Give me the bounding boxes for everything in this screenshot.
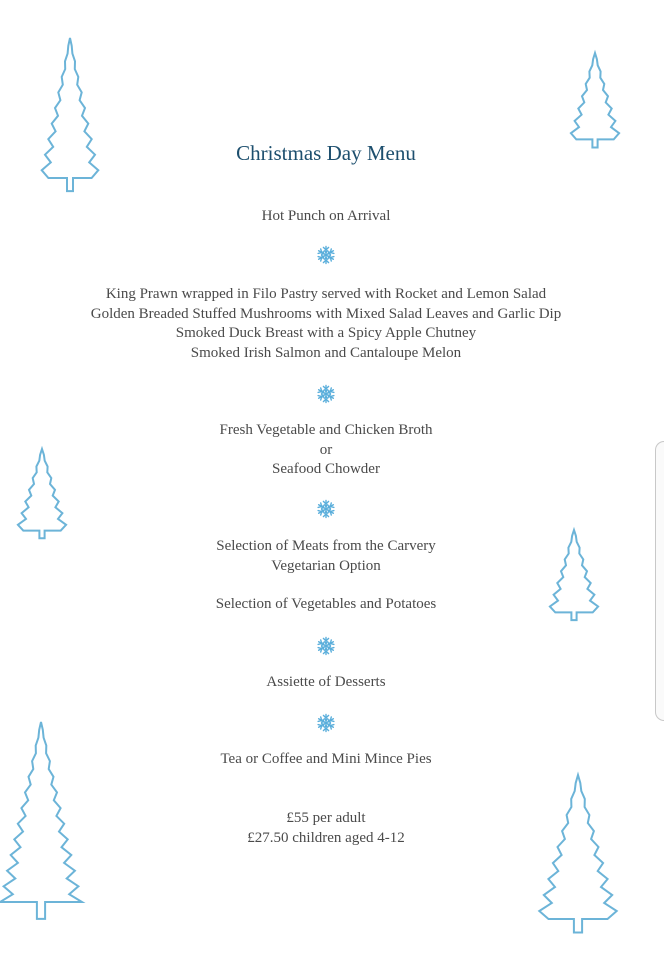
christmas-tree-icon: [537, 775, 619, 955]
soup-or: or: [319, 441, 333, 458]
page-edge-handle[interactable]: [655, 441, 664, 721]
snowflake-icon: [316, 499, 336, 519]
starter-item: King Prawn wrapped in Filo Pastry served with Rocket and Lemon Salad: [105, 286, 547, 302]
christmas-tree-icon: [40, 38, 100, 213]
menu-title: Christmas Day Menu: [236, 141, 416, 165]
snowflake-icon: [316, 245, 336, 265]
snowflake-icon: [316, 245, 336, 265]
child-price: £27.50 children aged 4-12: [247, 829, 405, 846]
snowflake-icon: [316, 636, 336, 656]
snowflake-icon: [316, 713, 336, 733]
christmas-tree-icon: [40, 38, 100, 213]
snowflake-icon: [316, 636, 336, 656]
main-item: Selection of Meats from the Carvery: [216, 538, 436, 554]
snowflake-icon: [316, 384, 336, 404]
snowflake-icon: [316, 713, 336, 733]
finish-item: Tea or Coffee and Mini Mince Pies: [220, 751, 432, 767]
dessert-item: Assiette of Desserts: [266, 674, 386, 690]
starter-item: Smoked Irish Salmon and Cantaloupe Melon: [190, 344, 462, 361]
christmas-tree-icon: [537, 775, 619, 955]
soup-item: Fresh Vegetable and Chicken Broth: [219, 422, 433, 438]
sides-item: Selection of Vegetables and Potatoes: [215, 596, 437, 612]
soup-item: Seafood Chowder: [272, 461, 380, 477]
starter-item: Smoked Duck Breast with a Spicy Apple Chutney: [175, 325, 477, 341]
adult-price: £55 per adult: [286, 810, 366, 826]
snowflake-icon: [316, 499, 336, 519]
snowflake-icon: [316, 384, 336, 404]
starter-item: Golden Breaded Stuffed Mushrooms with Mixed Salad Leaves and Garlic Dip: [90, 305, 562, 322]
arrival-item: Hot Punch on Arrival: [261, 208, 391, 224]
main-item: Vegetarian Option: [271, 557, 381, 574]
